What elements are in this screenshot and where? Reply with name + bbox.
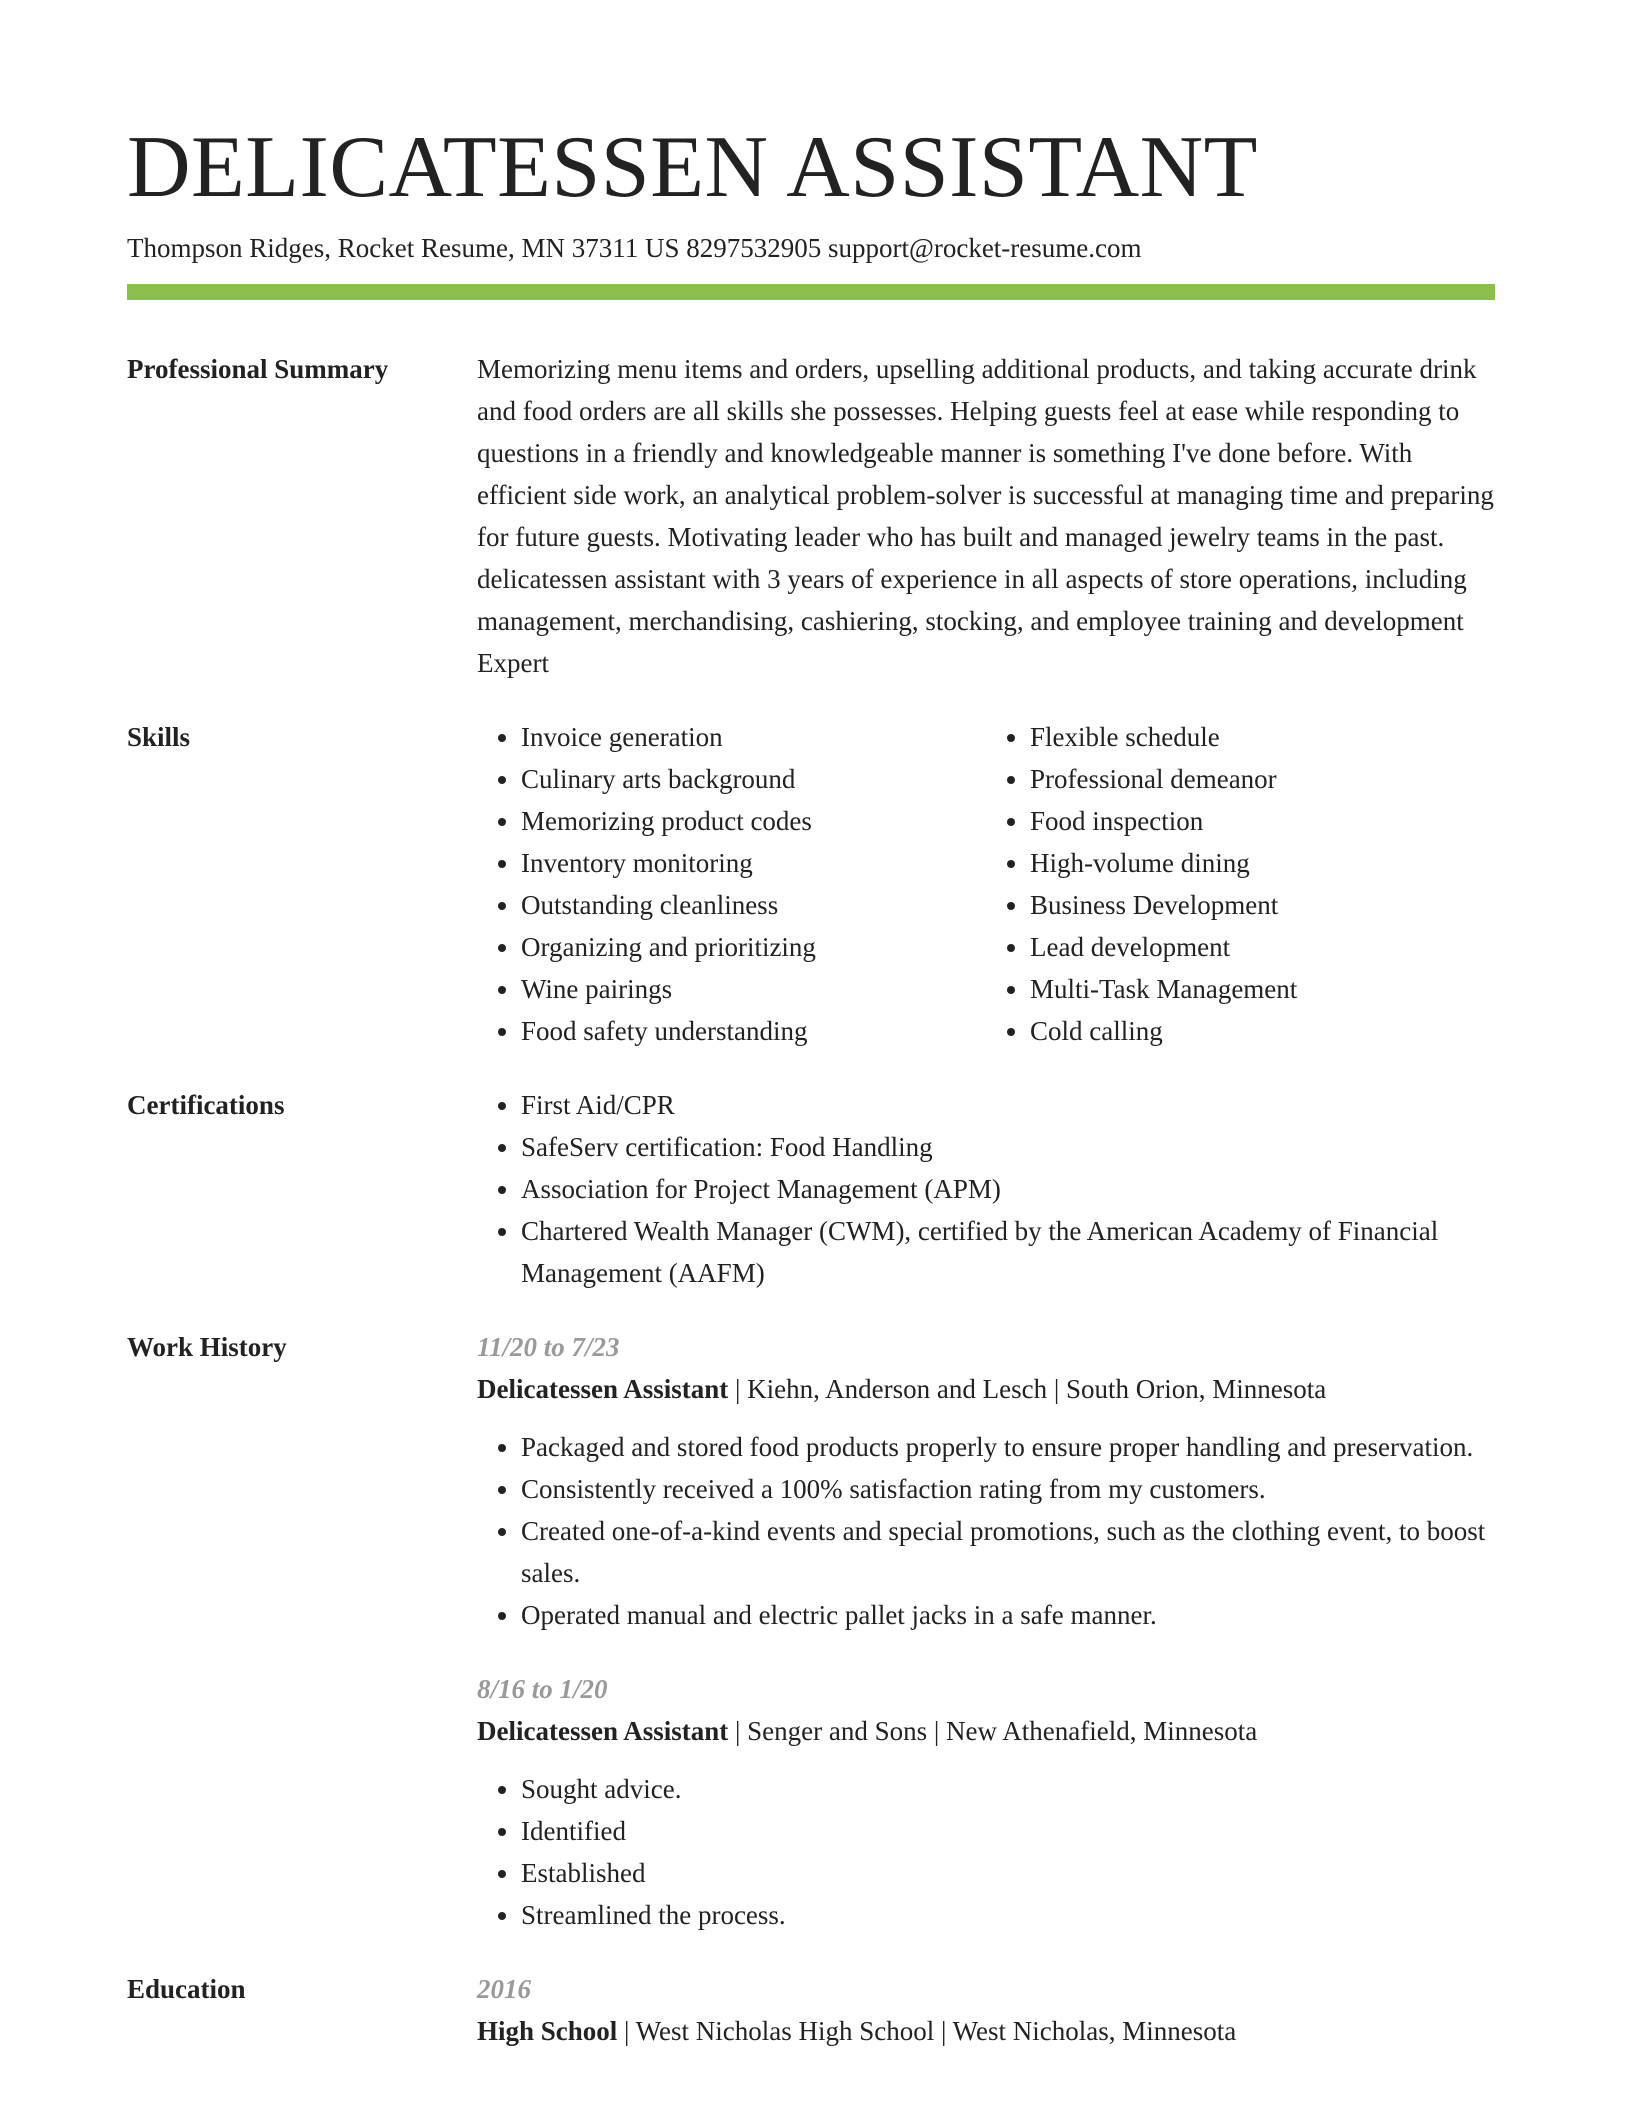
job-dates: 11/20 to 7/23 bbox=[477, 1332, 620, 1362]
skills-list-left bbox=[477, 716, 986, 1052]
education-details: | West Nicholas High School | West Nicholas, Minnesota bbox=[617, 2016, 1237, 2046]
section-title: Professional Summary bbox=[127, 354, 389, 384]
section-body bbox=[477, 348, 1495, 684]
section-body bbox=[477, 1326, 1495, 1936]
job-dates: 8/16 to 1/20 bbox=[477, 1674, 608, 1704]
section-skills bbox=[127, 716, 1495, 1052]
job-details: | Senger and Sons | New Athenafield, Minnesota bbox=[728, 1716, 1258, 1746]
section-title: Education bbox=[127, 1974, 246, 2004]
job-bullet: • Operated manual and electric pallet jacks in a safe manner. bbox=[521, 1594, 1495, 1636]
skill-item: • Professional demeanor bbox=[1030, 758, 1495, 800]
skill-item: • Organizing and prioritizing bbox=[521, 926, 986, 968]
job-bullet: • Established bbox=[521, 1852, 1495, 1894]
section-certifications bbox=[127, 1084, 1495, 1294]
skill-item: • Food safety understanding bbox=[521, 1010, 986, 1052]
section-body bbox=[477, 1084, 1495, 1294]
job-title: Delicatessen Assistant bbox=[477, 1374, 729, 1404]
job-bullets bbox=[477, 1426, 1495, 1636]
skill-item: • Invoice generation bbox=[521, 716, 986, 758]
skill-item: • Cold calling bbox=[1030, 1010, 1495, 1052]
skill-item: • Multi-Task Management bbox=[1030, 968, 1495, 1010]
education-heading bbox=[477, 2010, 1495, 2052]
skill-item: • Culinary arts background bbox=[521, 758, 986, 800]
job-bullet: • Consistently received a 100% satisfaction rating from my customers. bbox=[521, 1468, 1495, 1510]
job-details: | Kiehn, Anderson and Lesch | South Orion, Minnesota bbox=[728, 1374, 1327, 1404]
certification-item: • First Aid/CPR bbox=[521, 1084, 1495, 1126]
skill-item: • Flexible schedule bbox=[1030, 716, 1495, 758]
section-education bbox=[127, 1968, 1495, 2052]
job-bullet: • Packaged and stored food products properly to ensure proper handling and preservation. bbox=[521, 1426, 1495, 1468]
education-entry bbox=[477, 1968, 1495, 2052]
education-degree: High School bbox=[477, 2016, 618, 2046]
resume-name: DELICATESSEN ASSISTANT bbox=[127, 119, 1258, 216]
job-bullet: • Streamlined the process. bbox=[521, 1894, 1495, 1936]
certifications-list bbox=[477, 1084, 1495, 1294]
contact-info: Thompson Ridges, Rocket Resume, MN 37311 US 8297532905 support@rocket-resume.com bbox=[127, 233, 1142, 263]
section-work-history bbox=[127, 1326, 1495, 1936]
job-heading bbox=[477, 1710, 1495, 1752]
section-title: Certifications bbox=[127, 1090, 285, 1120]
skill-item: • Business Development bbox=[1030, 884, 1495, 926]
skill-item: • Inventory monitoring bbox=[521, 842, 986, 884]
job-bullets bbox=[477, 1768, 1495, 1936]
job-bullet: • Identified bbox=[521, 1810, 1495, 1852]
skill-item: • Outstanding cleanliness bbox=[521, 884, 986, 926]
certification-item: • Association for Project Management (APM) bbox=[521, 1168, 1495, 1210]
skill-item: • Wine pairings bbox=[521, 968, 986, 1010]
certification-item: • SafeServ certification: Food Handling bbox=[521, 1126, 1495, 1168]
job-bullet: • Sought advice. bbox=[521, 1768, 1495, 1810]
skill-item: • Memorizing product codes bbox=[521, 800, 986, 842]
skills-columns bbox=[477, 716, 1495, 1052]
skill-item: • Lead development bbox=[1030, 926, 1495, 968]
section-title: Skills bbox=[127, 722, 191, 752]
header-divider bbox=[127, 284, 1495, 300]
job-entry bbox=[477, 1326, 1495, 1636]
job-bullet: • Created one-of-a-kind events and special promotions, such as the clothing event, to boost sales. bbox=[521, 1510, 1495, 1594]
summary-text: Memorizing menu items and orders, upselling additional products, and taking accurate drink and food orders are all skills she possesses. Helping guests feel at ease while responding to questions in a friendly and knowledgeable manner is something I've done before. With efficient side work, an analytical problem-solver is successful at managing time and preparing for future guests. Motivating leader who has built and managed jewelry teams in the past. delicatessen assistant with 3 years of experience in all aspects of store operations, including management, merchandising, cashiering, stocking, and employee training and development Expert bbox=[477, 354, 1494, 678]
skill-item: • Food inspection bbox=[1030, 800, 1495, 842]
resume-sections bbox=[127, 348, 1495, 2084]
skill-item: • High-volume dining bbox=[1030, 842, 1495, 884]
section-summary bbox=[127, 348, 1495, 684]
job-title: Delicatessen Assistant bbox=[477, 1716, 729, 1746]
certification-item: • Chartered Wealth Manager (CWM), certified by the American Academy of Financial Management (AAFM) bbox=[521, 1210, 1495, 1294]
job-entry bbox=[477, 1668, 1495, 1936]
skills-list-right bbox=[986, 716, 1495, 1052]
job-heading bbox=[477, 1368, 1495, 1410]
section-body bbox=[477, 1968, 1495, 2052]
education-year: 2016 bbox=[477, 1974, 531, 2004]
section-title: Work History bbox=[127, 1332, 287, 1362]
